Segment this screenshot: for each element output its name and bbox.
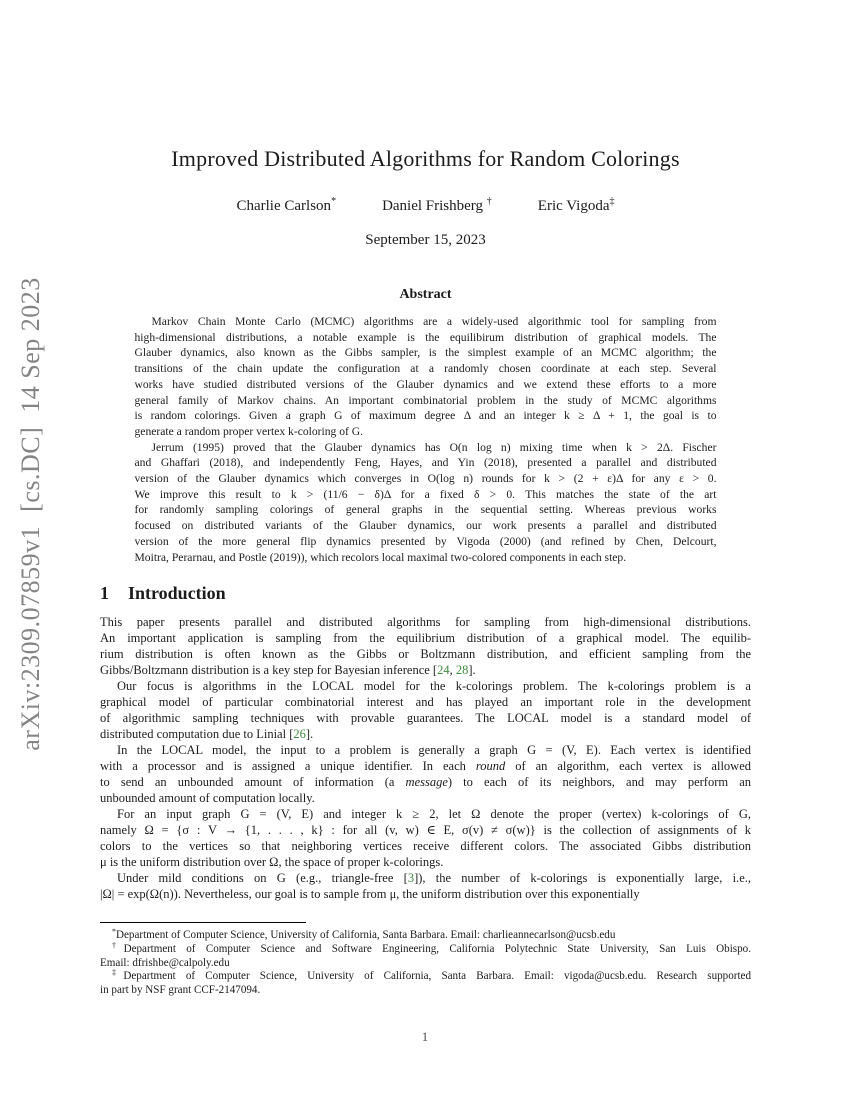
text-segment: and Ghaffari (2018), and independently Feng, Hayes, and Yin (2018), presented a parallel and distributed [134,456,717,470]
paragraph [100,678,751,742]
text-line [100,957,751,971]
text-line [100,984,751,998]
text-line [135,408,717,424]
text-segment: distributed computation due to Linial [ [100,727,294,742]
author-name: Eric Vigoda‡ [537,196,615,214]
paper-date: September 15, 2023 [365,232,486,248]
text-segment: in part by NSF grant CCF-2147094. [100,984,261,997]
text-line [135,471,717,487]
text-segment: to send an unbounded amount of information (a [100,775,406,790]
text-segment: Department of Computer Science, University of California, Santa Barbara. Email: vigoda@ucsb.edu. Research supported [123,970,751,983]
text-segment: general family of Markov chains. An important combinatorial problem in the study of MCMC algorithms [134,393,717,407]
text-line [135,440,717,456]
section-title: Introduction [128,583,226,604]
text-segment: Moitra, Perarnau, and Postle (2019)), which recolors local maximal two-colored components in each step. [134,550,627,564]
text-segment: In the LOCAL model, the input to a problem is generally a graph G = (V, E). Each vertex is identified [117,743,751,758]
text-line [100,710,751,726]
paragraph [100,806,751,870]
section-number: 1 [100,583,109,604]
text-segment: is random colorings. Given a graph G of maximum degree Δ and an integer k ≥ Δ + 1, the goal is to [134,409,717,423]
paragraph [135,440,717,566]
text-line [100,886,751,902]
text-segment: For an input graph G = (V, E) and integer k ≥ 2, let Ω denote the proper (vertex) k-colorings of G, [117,807,751,822]
paragraph [135,314,717,440]
text-segment: Email: dfrishbe@calpoly.edu [100,956,230,969]
text-segment: focused on distributed variants of the Glauber dynamics, our work presents a parallel and distributed [134,519,717,533]
arxiv-watermark: arXiv:2309.07859v1 [cs.DC] 14 Sep 2023 [16,277,45,751]
abstract-heading: Abstract [399,287,452,302]
text-line [135,518,717,534]
text-line [100,646,751,662]
footnote-area [100,922,751,998]
author-name: Charlie Carlson* [236,196,337,214]
text-line [135,550,717,566]
footnote-mark: ‡ [112,968,124,978]
text-segment: This paper presents parallel and distributed algorithms for sampling from high-dimensional distributions. [100,615,751,630]
citation-link[interactable]: 3 [407,871,415,886]
text-line [135,314,717,330]
text-segment: ]. [305,727,314,742]
text-line [100,726,751,742]
text-segment: of algorithmic sampling techniques with provable guarantees. The LOCAL model is a standard model of [100,711,751,726]
paragraph [100,870,751,902]
text-line [100,854,751,870]
author-footnote-mark: * [331,196,337,207]
text-segment: |Ω| = exp(Ω(n)). Nevertheless, our goal is to sample from μ, the uniform distribution over this exponentially [100,887,640,902]
text-line [135,345,717,361]
text-line [135,361,717,377]
text-line [100,870,751,886]
text-segment: Markov Chain Monte Carlo (MCMC) algorithms are a widely-used algorithmic tool for sampling from [151,315,717,328]
text-segment: high-dimensional distributions, a notable example is the equilibirum distribution of graphical models. The [134,330,717,344]
text-line [100,758,751,774]
text-segment: μ is the uniform distribution over Ω, the space of proper k-colorings. [100,855,444,870]
text-line [100,970,751,984]
text-segment: generate a random proper vertex k-coloring of G. [134,424,364,438]
text-line [100,614,751,630]
text-segment: Gibbs/Boltzmann distribution is a key step for Bayesian inference [ [100,663,438,678]
citation-link[interactable]: 24 [437,663,450,678]
text-segment: with a processor and is assigned a unique identifier. In each [100,759,476,774]
text-line [100,678,751,694]
text-line [135,330,717,346]
text-line [100,790,751,806]
text-segment: message [405,775,448,790]
text-segment: ]), the number of k-colorings is exponentially large, i.e., [414,871,751,886]
footnote-mark: * [112,927,116,936]
paragraph [100,940,751,971]
citation-link[interactable]: 28 [455,663,469,678]
text-segment: Jerrum (1995) proved that the Glauber dynamics has O(n log n) mixing time when k > 2Δ. Fischer [151,440,717,454]
text-segment: An important application is sampling from the equilibrium distribution of a graphical model. The equilib- [100,631,751,646]
text-segment: Glauber dynamics, also known as the Gibbs sampler, is the simplest example of an MCMC algorithm; the [134,346,717,360]
text-line [135,424,717,440]
text-segment: for randomly sampling colorings of general graphs in the sequential setting. Whereas previous works [134,503,717,517]
text-segment: unbounded amount of computation locally. [100,791,315,806]
citation-link[interactable]: 26 [293,727,306,742]
text-segment: rium distribution is often known as the Gibbs or Boltzmann distribution, and efficient sampling from the [100,647,751,662]
text-segment: ) to each of its neighbors, and may perform an [447,775,751,790]
text-line [100,774,751,790]
text-line [135,487,717,503]
text-line [100,694,751,710]
author-footnote-mark: ‡ [609,196,615,207]
abstract-text [135,314,717,565]
text-segment: round [475,759,506,774]
text-segment: graphical model of particular combinatorial interest and has played an important role in the development [100,695,751,710]
page-content [100,0,751,902]
paper-title: Improved Distributed Algorithms for Random Colorings [171,146,680,171]
text-segment: works have studied distributed versions of the Glauber dynamics and we extend these efforts to a more [134,377,717,391]
text-segment: colors to the vertices so that neighboring vertices receive different colors. The associated Gibbs distribution [100,839,751,854]
page-number: 1 [421,1030,429,1044]
text-line [135,455,717,471]
text-line [135,377,717,393]
section-heading-introduction [100,582,751,604]
text-line [100,630,751,646]
text-line [100,822,751,838]
text-line [100,742,751,758]
text-segment: , [449,663,456,678]
footnote-mark: † [112,940,124,950]
text-line [100,838,751,854]
paragraph [100,929,751,943]
text-segment: Department of Computer Science and Software Engineering, California Polytechnic State University, San Luis Obispo. [123,942,751,955]
text-segment: Under mild conditions on G (e.g., triangle-free [ [117,871,408,886]
text-segment: We improve this result to k > (11/6 − δ)Δ for a fixed δ > 0. This matches the state of the art [134,487,717,501]
text-line [100,806,751,822]
text-line [135,534,717,550]
text-segment: version of the more general flip dynamics presented by Vigoda (2000) (and refined by Chen, Delcourt, [134,534,717,548]
text-line [100,662,751,678]
section-body [100,614,751,902]
paragraph [100,970,751,998]
author-list [100,197,751,216]
author-footnote-mark: † [486,196,492,207]
text-segment: namely Ω = {σ : V → {1, . . . , k} : for all (v, w) ∈ E, σ(v) ≠ σ(w)} is the collection of assignments of k [100,823,751,838]
paragraph [100,742,751,806]
abstract-section [135,287,717,565]
text-line [100,929,751,943]
paragraph [100,614,751,678]
text-segment: Department of Computer Science, University of California, Santa Barbara. Email: charlieannecarlson@ucsb.edu [116,929,616,941]
text-segment: ]. [468,663,476,678]
text-segment: Our focus is algorithms in the LOCAL model for the k-colorings problem. The k-colorings problem is a [117,679,751,694]
text-line [100,940,751,957]
footnotes [100,929,751,998]
author-name: Daniel Frishberg † [382,196,492,214]
text-line [135,393,717,409]
footnote-rule [100,922,306,923]
text-line [135,502,717,518]
text-segment: of an algorithm, each vertex is allowed [505,759,751,774]
text-segment: transitions of the chain update the configuration at a randomly chosen coordinate at each step. Several [134,362,717,376]
text-segment: version of the Glauber dynamics which converges in O(log n) rounds for k > (2 + ε)Δ for any ε > 0. [134,472,717,486]
